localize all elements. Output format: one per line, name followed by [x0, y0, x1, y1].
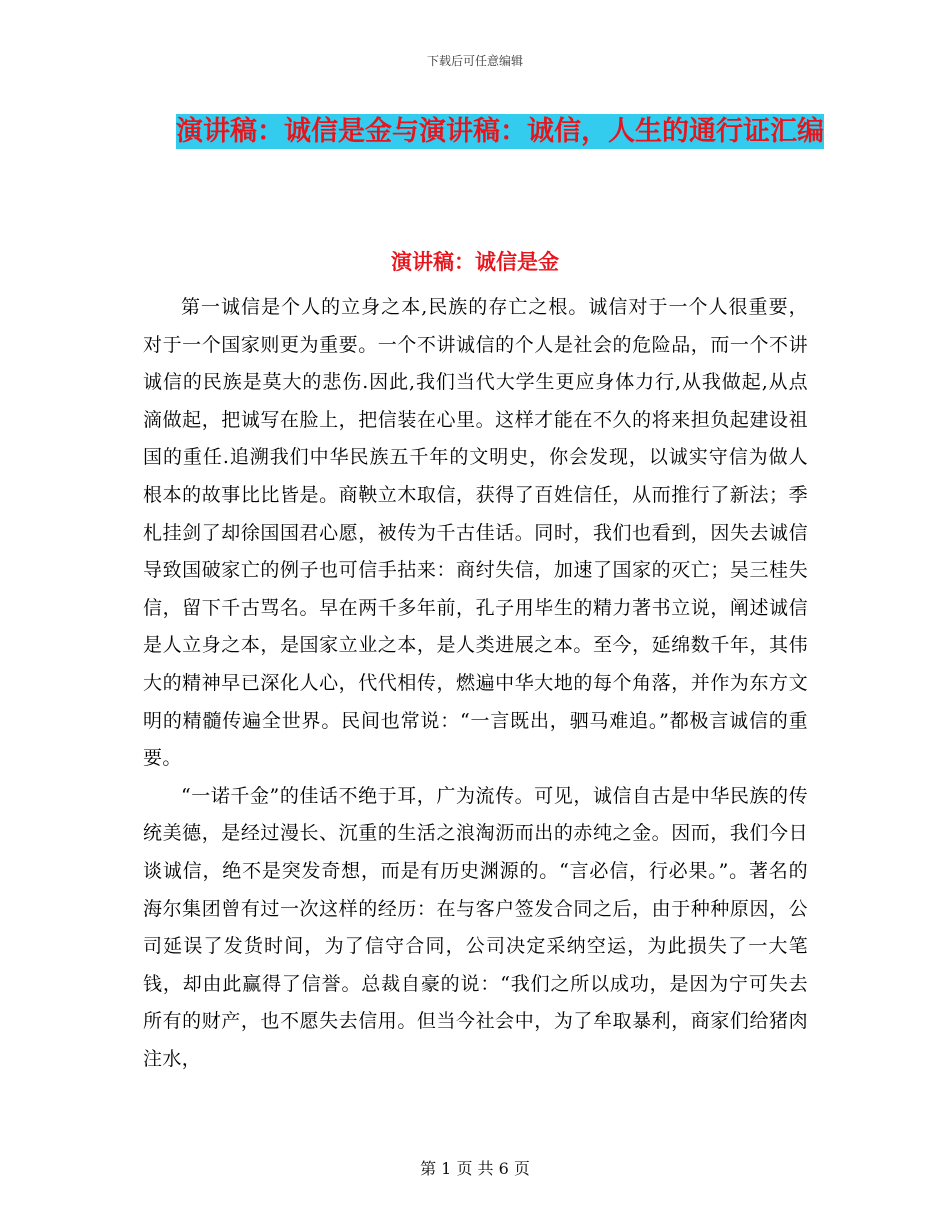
- document-title-text: 演讲稿：诚信是金与演讲稿：诚信，人生的通行证汇编: [176, 116, 824, 147]
- section-title: 演讲稿：诚信是金: [391, 250, 559, 274]
- paragraph-1: 第一诚信是个人的立身之本,民族的存亡之根。诚信对于一个人很重要，对于一个国家则更为重要。一个不讲诚信的个人是社会的危险品，而一个不讲诚信的民族是莫大的悲伤.因此,我们当代大学生更应身体力行,从我做起,从点滴做起，把诚写在脸上，把信装在心里。这样才能在不久的将来担负起建设祖国的重任.追溯我们中华民族五千年的文明史，你会发现，以诚实守信为做人根本的故事比比皆是。商鞅立木取信，获得了百姓信任，从而推行了新法；季札挂剑了却徐国国君心愿，被传为千古佳话。同时，我们也看到，因失去诚信导致国破家亡的例子也可信手拈来：商纣失信，加速了国家的灭亡；吴三桂失信，留下千古骂名。早在两千多年前，孔子用毕生的精力著书立说，阐述诚信是人立身之本，是国家立业之本，是人类进展之本。至今，延绵数千年，其伟大的精神早已深化人心，代代相传，燃遍中华大地的每个角落，并作为东方文明的精髓传遍全世界。民间也常说：“一言既出，驷马难追。”都极言诚信的重要。: [143, 296, 808, 770]
- document-body: [143, 289, 808, 1078]
- header-note: 下载后可任意编辑: [426, 54, 523, 68]
- document-title: [150, 108, 850, 156]
- paragraph-2: “一诺千金”的佳话不绝于耳，广为流传。可见，诚信自古是中华民族的传统美德，是经过漫长、沉重的生活之浪淘沥而出的赤纯之金。因而，我们今日谈诚信，绝不是突发奇想，而是有历史渊源的。“言必信，行必果。”。著名的海尔集团曾有过一次这样的经历：在与客户签发合同之后，由于种种原因，公司延误了发货时间，为了信守合同，公司决定采纳空运，为此损失了一大笔钱，却由此赢得了信誉。总裁自豪的说：“我们之所以成功，是因为宁可失去所有的财产，也不愿失去信用。但当今社会中，为了牟取暴利，商家们给猪肉注水，: [143, 784, 808, 1070]
- page-footer: 第 1 页 共 6 页: [420, 1159, 530, 1178]
